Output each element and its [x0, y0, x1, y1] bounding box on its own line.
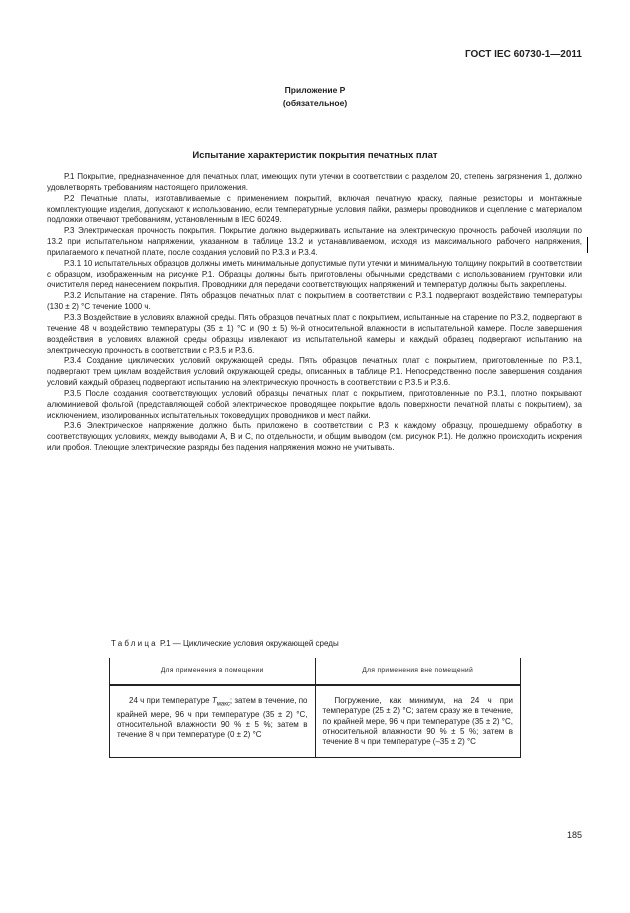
appendix-label: Приложение Р [284, 85, 346, 95]
body-text [47, 172, 582, 454]
revision-bar [587, 237, 588, 253]
paragraph: Р.3.6 Электрическое напряжение должно быть приложено в соответствии с Р.3 к каждому образцу, прошедшему обработку в соответствующих условиях, между выводами А, В и С, по отдельности, и общим выводом (см. рисунок Р.1). Не должно происходить искрения или пробоя. Тлеющие электрические разряды без падения напряжения можно не учитывать. [47, 421, 582, 453]
appendix-heading [0, 84, 630, 110]
cell-text: ; затем в течение, по крайней мере, 96 ч при температуре (35 ± 2) °С, относительной влажности 90 % ± 5 %; затем в течение 8 ч при температуре (0 ± 2) °С [117, 696, 308, 740]
paragraph: Р.3.1 10 испытательных образцов должны иметь минимальные допустимые пути утечки и минимальную толщину покрытий в соответствии с образцом, изображенным на рисунке Р.1. Образцы должны быть приготовлены обычными средствами с использованием грунтовки или очистителя перед нанесением покрытия. Проводники для передачи соответствующих напряжений и температур должны быть закреплены. [47, 258, 582, 290]
section-title: Испытание характеристик покрытия печатных плат [192, 150, 438, 161]
paragraph: Р.3.2 Испытание на старение. Пять образцов печатных плат с покрытием в соответствии с Р.3.1 подвергают воздействию температуры (130 ± 2) °С течение 1000 ч. [47, 291, 582, 312]
paragraph: Р.3.4 Создание циклических условий окружающей среды. Пять образцов печатных плат с покрытием, приготовленные по Р.3.1, подвергают трем циклам воздействия условий окружающей среды, описанных в таблице Р.1. Непосредственно после завершения создания условий каждый образец подвергают испытанию на электрическую прочность в соответствии с Р.3.5 и Р.3.6. [47, 356, 582, 388]
table-cell-indoor [110, 685, 316, 758]
paragraph: Р.2 Печатные платы, изготавливаемые с применением покрытий, включая печатную краску, паяные резисторы и монтажные комплектующие изделия, допускают к использованию, если температурные условия пайки, размеры проводников и сцепление с материалом подложки отвечают требованиям, установленным в IEC 60249. [47, 193, 582, 225]
table-header-indoor: Для применения в помещении [110, 658, 316, 685]
table-header-outdoor: Для применения вне помещений [315, 658, 521, 685]
table-row [110, 685, 521, 758]
table-caption-word: Таблица [111, 639, 158, 648]
table-cell-outdoor [315, 685, 521, 758]
table-caption-text: Р.1 — Циклические условия окружающей среды [160, 639, 339, 648]
temp-subscript: макс [216, 701, 230, 708]
paragraph: Р.3 Электрическая прочность покрытия. Покрытие должно выдерживать испытание на электрическую прочность рабочей изоляции по 13.2 при испытательном напряжении, указанном в таблице 13.2 и устанавливаемом, исходя из максимального рабочего напряжения, прилагаемого к печатной плате, после создания условий по Р.3.3 и Р.3.4. [47, 226, 582, 257]
paragraph: Р.3.3 Воздействие в условиях влажной среды. Пять образцов печатных плат с покрытием, испытанные на старение по Р.3.2, подвергают в течение 48 ч воздействию температуры (35 ± 1) °С и (90 ± 5) %-й относительной влажности в испытательной камере. После завершения воздействия в условиях влажной среды образцы извлекают из испытательной камеры и каждый образец подвергают испытанию на электрическую прочность в соответствии с Р.3.5 и Р.3.6. [47, 312, 582, 355]
conditions-table [109, 658, 521, 758]
cell-text: Погружение, как минимум, на 24 ч при температуре (25 ± 2) °С; затем сразу же в течение, по крайней мере, 96 ч при температуре (35 ± 2) °С, относительной влажности 90 % ± 5 %; затем в течение 8 ч при температуре (–35 ± 2) °С [322, 696, 513, 747]
page-number: 185 [566, 830, 582, 840]
table-caption [111, 639, 339, 648]
appendix-status: (обязательное) [282, 98, 348, 108]
paragraph: Р.1 Покрытие, предназначенное для печатных плат, имеющих пути утечки в соответствии с разделом 20, степень загрязнения 1, должно удовлетворять требованиям настоящего приложения. [47, 172, 582, 192]
cell-text: 24 ч при температуре [129, 696, 212, 705]
standard-header: ГОСТ IEC 60730-1—2011 [464, 49, 582, 60]
temp-symbol: T [211, 696, 217, 705]
paragraph: Р.3.5 После создания соответствующих условий образцы печатных плат с покрытием, приготовленные по Р.3.1, плотно покрывают алюминиевой фольгой (представляющей собой электрическое проводящее покрытие вдоль поверхности печатной платы с покрытием), за исключением, изолированных испытательных токоведущих проводников и мест пайки. [47, 388, 582, 420]
